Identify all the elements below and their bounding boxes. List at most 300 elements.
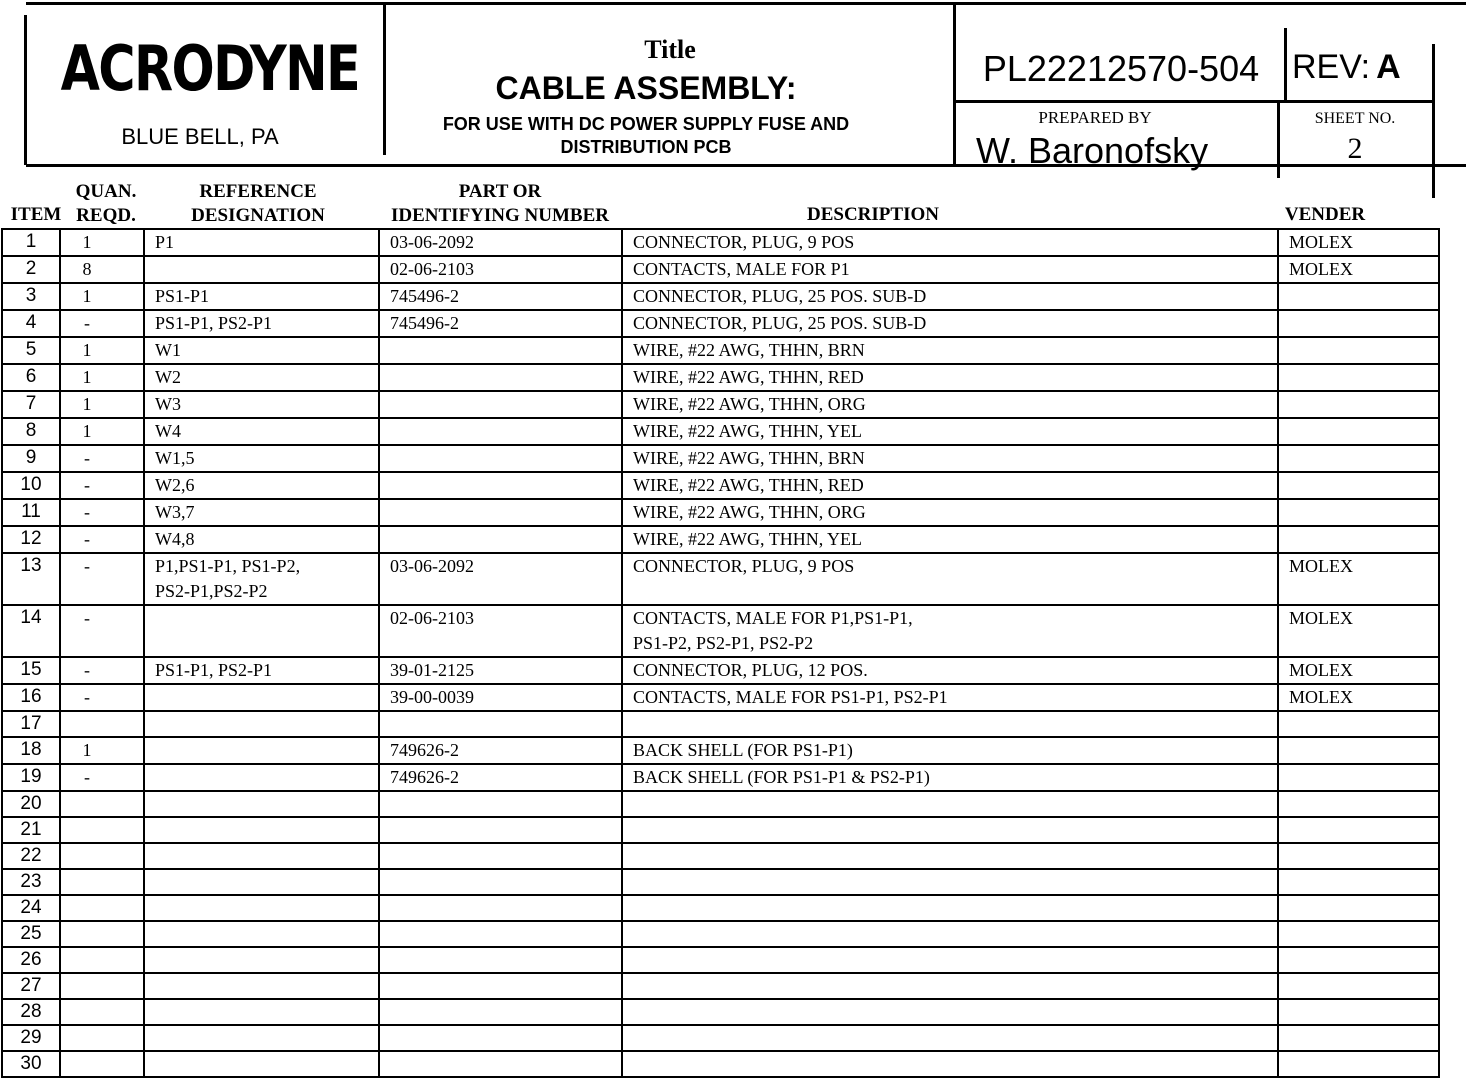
cell-text: -	[84, 313, 90, 333]
cell-text: 22	[20, 845, 42, 866]
cell-text: 03-06-2092	[390, 556, 474, 576]
table-row	[2, 684, 1439, 711]
rev-value: A	[1376, 48, 1401, 86]
cell-vender	[1278, 256, 1439, 283]
cell-vender	[1278, 921, 1439, 947]
cell-text: MOLEX	[1289, 608, 1353, 628]
cell-text: 9	[25, 447, 37, 468]
cell-item	[2, 973, 60, 999]
cell-text: 14	[20, 607, 42, 628]
cell-part-number	[379, 1025, 622, 1051]
table-row	[2, 283, 1439, 310]
cell-description	[622, 256, 1278, 283]
cell-item	[2, 256, 60, 283]
cell-text: 1	[82, 340, 92, 360]
cell-text: -	[84, 687, 90, 707]
cell-item	[2, 1051, 60, 1077]
cell-reference	[144, 256, 379, 283]
title-block-right-border	[1432, 44, 1435, 198]
cell-text: -	[84, 448, 90, 468]
table-row	[2, 499, 1439, 526]
col-header-part-line2: IDENTIFYING NUMBER	[391, 205, 609, 226]
cell-text: 749626-2	[390, 767, 459, 787]
cell-reference	[144, 337, 379, 364]
cell-quantity	[60, 605, 144, 657]
cell-text: 1	[82, 367, 92, 387]
cell-description	[622, 1025, 1278, 1051]
cell-text: 26	[20, 949, 42, 970]
cell-reference	[144, 921, 379, 947]
cell-reference	[144, 684, 379, 711]
cell-description	[622, 445, 1278, 472]
table-row	[2, 472, 1439, 499]
cell-text: MOLEX	[1289, 660, 1353, 680]
cell-part-number	[379, 791, 622, 817]
cell-description	[622, 553, 1278, 605]
cell-line: W4,8	[155, 529, 195, 549]
cell-text: 6	[25, 366, 37, 387]
cell-text: 8	[25, 420, 37, 441]
cell-quantity	[60, 737, 144, 764]
cell-vender	[1278, 895, 1439, 921]
cell-description	[622, 526, 1278, 553]
cell-quantity	[60, 947, 144, 973]
col-header-part-line1: PART OR	[458, 181, 542, 202]
cell-vender	[1278, 869, 1439, 895]
cell-vender	[1278, 999, 1439, 1025]
cell-quantity	[60, 391, 144, 418]
cell-text: 1	[82, 421, 92, 441]
cell-line: PS2-P1,PS2-P2	[155, 581, 268, 601]
cell-description	[622, 921, 1278, 947]
cell-reference	[144, 391, 379, 418]
cell-quantity	[60, 229, 144, 256]
cell-line: P1,PS1-P1, PS1-P2,	[155, 556, 301, 576]
cell-text: 17	[20, 713, 42, 734]
cell-line: W2	[155, 367, 181, 387]
cell-line: P1	[155, 232, 175, 252]
cell-part-number	[379, 229, 622, 256]
cell-vender	[1278, 283, 1439, 310]
table-row	[2, 711, 1439, 737]
cell-item	[2, 764, 60, 791]
cell-text: 5	[25, 339, 37, 360]
cell-quantity	[60, 526, 144, 553]
cell-text: -	[84, 556, 90, 576]
cell-item	[2, 895, 60, 921]
cell-item	[2, 526, 60, 553]
table-row	[2, 737, 1439, 764]
cell-vender	[1278, 310, 1439, 337]
cell-part-number	[379, 445, 622, 472]
cell-item	[2, 947, 60, 973]
cell-part-number	[379, 310, 622, 337]
cell-reference	[144, 499, 379, 526]
table-row	[2, 791, 1439, 817]
cell-part-number	[379, 711, 622, 737]
cell-reference	[144, 1025, 379, 1051]
cell-part-number	[379, 737, 622, 764]
cell-quantity	[60, 973, 144, 999]
cell-quantity	[60, 657, 144, 684]
table-row	[2, 605, 1439, 657]
company-location: BLUE BELL, PA	[121, 124, 279, 149]
cell-text: 1	[82, 740, 92, 760]
cell-text: -	[84, 529, 90, 549]
col-header-vender: VENDER	[1284, 204, 1366, 225]
cell-reference	[144, 999, 379, 1025]
cell-description	[622, 1051, 1278, 1077]
cell-description	[622, 337, 1278, 364]
cell-description	[622, 764, 1278, 791]
cell-item	[2, 737, 60, 764]
cell-text: 27	[20, 975, 42, 996]
table-row	[2, 869, 1439, 895]
cell-description	[622, 229, 1278, 256]
cell-text: MOLEX	[1289, 259, 1353, 279]
cell-vender	[1278, 843, 1439, 869]
cell-reference	[144, 283, 379, 310]
cell-item	[2, 605, 60, 657]
cell-item	[2, 283, 60, 310]
cell-line: PS1-P2, PS2-P1, PS2-P2	[633, 633, 814, 653]
cell-line: PS1-P1	[155, 286, 210, 306]
cell-vender	[1278, 472, 1439, 499]
cell-quantity	[60, 499, 144, 526]
cell-description	[622, 737, 1278, 764]
cell-line: CONNECTOR, PLUG, 9 POS	[633, 556, 855, 576]
cell-vender	[1278, 947, 1439, 973]
cell-part-number	[379, 256, 622, 283]
cell-quantity	[60, 1051, 144, 1077]
cell-reference	[144, 418, 379, 445]
col-header-description: DESCRIPTION	[807, 204, 939, 225]
cell-part-number	[379, 499, 622, 526]
cell-reference	[144, 1051, 379, 1077]
cell-text: 02-06-2103	[390, 259, 474, 279]
title-block-divider-title	[953, 5, 956, 167]
cell-item	[2, 310, 60, 337]
cell-line: WIRE, #22 AWG, THHN, RED	[633, 475, 864, 495]
cell-text: 1	[82, 286, 92, 306]
cell-quantity	[60, 553, 144, 605]
cell-part-number	[379, 418, 622, 445]
cell-line: CONTACTS, MALE FOR PS1-P1, PS2-P1	[633, 687, 948, 707]
table-row	[2, 1025, 1439, 1051]
cell-line: PS1-P1, PS2-P1	[155, 660, 273, 680]
cell-text: -	[84, 502, 90, 522]
cell-vender	[1278, 526, 1439, 553]
cell-vender	[1278, 657, 1439, 684]
cell-text: 15	[20, 659, 42, 680]
cell-text: 1	[82, 232, 92, 252]
cell-description	[622, 791, 1278, 817]
cell-text: 13	[20, 555, 42, 576]
cell-description	[622, 391, 1278, 418]
cell-quantity	[60, 337, 144, 364]
cell-text: -	[84, 475, 90, 495]
cell-quantity	[60, 817, 144, 843]
cell-quantity	[60, 310, 144, 337]
cell-item	[2, 791, 60, 817]
cell-quantity	[60, 684, 144, 711]
cell-reference	[144, 817, 379, 843]
cell-item	[2, 445, 60, 472]
cell-description	[622, 869, 1278, 895]
table-row	[2, 843, 1439, 869]
cell-part-number	[379, 869, 622, 895]
cell-vender	[1278, 445, 1439, 472]
cell-text: 03-06-2092	[390, 232, 474, 252]
table-row	[2, 973, 1439, 999]
cell-vender	[1278, 711, 1439, 737]
cell-line: CONNECTOR, PLUG, 9 POS	[633, 232, 855, 252]
cell-text: 11	[21, 501, 41, 522]
parts-list-body	[2, 229, 1439, 1077]
cell-item	[2, 553, 60, 605]
cell-part-number	[379, 1051, 622, 1077]
cell-description	[622, 711, 1278, 737]
cell-part-number	[379, 364, 622, 391]
cell-part-number	[379, 947, 622, 973]
cell-text: 18	[20, 739, 42, 760]
cell-text: -	[84, 767, 90, 787]
cell-part-number	[379, 973, 622, 999]
table-row	[2, 1051, 1439, 1077]
cell-text: 8	[82, 259, 92, 279]
cell-reference	[144, 310, 379, 337]
cell-reference	[144, 764, 379, 791]
cell-description	[622, 973, 1278, 999]
title-block-left-border	[24, 15, 27, 165]
cell-item	[2, 499, 60, 526]
part-number: PL22212570-504	[982, 48, 1260, 89]
company-logo: ACRODYNE	[60, 32, 360, 105]
table-row	[2, 764, 1439, 791]
revision	[1292, 48, 1432, 87]
cell-line: W1,5	[155, 448, 195, 468]
cell-text: 1	[82, 394, 92, 414]
cell-vender	[1278, 973, 1439, 999]
table-row	[2, 229, 1439, 256]
cell-part-number	[379, 657, 622, 684]
col-header-ref-line2: DESIGNATION	[191, 205, 325, 226]
cell-vender	[1278, 418, 1439, 445]
cell-text: MOLEX	[1289, 687, 1353, 707]
prepared-by-label: PREPARED BY	[1038, 108, 1152, 127]
cell-description	[622, 283, 1278, 310]
cell-quantity	[60, 256, 144, 283]
cell-vender	[1278, 337, 1439, 364]
cell-part-number	[379, 999, 622, 1025]
cell-text: MOLEX	[1289, 232, 1353, 252]
cell-line: CONTACTS, MALE FOR P1	[633, 259, 850, 279]
cell-line: CONNECTOR, PLUG, 12 POS.	[633, 660, 868, 680]
title-block-divider-sheet	[1277, 102, 1280, 178]
cell-vender	[1278, 684, 1439, 711]
cell-reference	[144, 843, 379, 869]
cell-text: 10	[20, 474, 42, 495]
cell-quantity	[60, 472, 144, 499]
cell-item	[2, 869, 60, 895]
table-row	[2, 337, 1439, 364]
cell-item	[2, 817, 60, 843]
cell-text: MOLEX	[1289, 556, 1353, 576]
col-header-part	[375, 180, 625, 228]
cell-vender	[1278, 1025, 1439, 1051]
col-header-qty-line1: QUAN.	[75, 181, 137, 202]
cell-vender	[1278, 1051, 1439, 1077]
cell-reference	[144, 711, 379, 737]
cell-quantity	[60, 869, 144, 895]
cell-reference	[144, 657, 379, 684]
cell-item	[2, 337, 60, 364]
table-row	[2, 657, 1439, 684]
cell-item	[2, 1025, 60, 1051]
cell-line: W1	[155, 340, 181, 360]
table-row	[2, 526, 1439, 553]
cell-text: 25	[20, 923, 42, 944]
cell-text: 30	[20, 1053, 42, 1074]
cell-part-number	[379, 283, 622, 310]
cell-description	[622, 947, 1278, 973]
cell-text: 749626-2	[390, 740, 459, 760]
cell-part-number	[379, 764, 622, 791]
table-row	[2, 418, 1439, 445]
table-row	[2, 364, 1439, 391]
cell-line: BACK SHELL (FOR PS1-P1)	[633, 740, 853, 760]
title-label: Title	[644, 35, 696, 64]
table-row	[2, 391, 1439, 418]
parts-list-table	[1, 228, 1440, 1078]
title-block-divider-rev	[1284, 28, 1287, 102]
cell-line: CONNECTOR, PLUG, 25 POS. SUB-D	[633, 313, 927, 333]
cell-line: WIRE, #22 AWG, THHN, BRN	[633, 448, 865, 468]
cell-text: 12	[20, 528, 42, 549]
cell-line: W2,6	[155, 475, 195, 495]
cell-text: -	[84, 660, 90, 680]
cell-quantity	[60, 843, 144, 869]
cell-quantity	[60, 445, 144, 472]
cell-line: WIRE, #22 AWG, THHN, RED	[633, 367, 864, 387]
cell-part-number	[379, 337, 622, 364]
cell-line: WIRE, #22 AWG, THHN, YEL	[633, 421, 863, 441]
col-header-ref-line1: REFERENCE	[199, 181, 317, 202]
cell-description	[622, 499, 1278, 526]
cell-text: 1	[25, 231, 37, 252]
document-subtitle	[386, 113, 906, 159]
cell-quantity	[60, 418, 144, 445]
cell-reference	[144, 791, 379, 817]
cell-text: 4	[25, 312, 37, 333]
cell-item	[2, 657, 60, 684]
cell-text: 28	[20, 1001, 42, 1022]
cell-item	[2, 999, 60, 1025]
prepared-by-name: W. Baronofsky	[976, 130, 1209, 171]
cell-reference	[144, 553, 379, 605]
cell-line: CONTACTS, MALE FOR P1,PS1-P1,	[633, 608, 913, 628]
cell-reference	[144, 445, 379, 472]
cell-item	[2, 711, 60, 737]
table-row	[2, 999, 1439, 1025]
cell-part-number	[379, 843, 622, 869]
title-block-partno-underline	[955, 100, 1435, 103]
sheet-number: 2	[1347, 132, 1363, 165]
cell-description	[622, 817, 1278, 843]
cell-vender	[1278, 764, 1439, 791]
cell-part-number	[379, 921, 622, 947]
cell-description	[622, 657, 1278, 684]
cell-part-number	[379, 605, 622, 657]
cell-description	[622, 684, 1278, 711]
cell-vender	[1278, 817, 1439, 843]
cell-text: -	[84, 608, 90, 628]
cell-part-number	[379, 391, 622, 418]
col-header-reference	[168, 180, 348, 228]
cell-reference	[144, 737, 379, 764]
cell-line: PS1-P1, PS2-P1	[155, 313, 273, 333]
cell-text: 29	[20, 1027, 42, 1048]
cell-line: WIRE, #22 AWG, THHN, ORG	[633, 502, 866, 522]
cell-description	[622, 472, 1278, 499]
cell-description	[622, 843, 1278, 869]
cell-text: 7	[25, 393, 37, 414]
cell-text: 02-06-2103	[390, 608, 474, 628]
cell-quantity	[60, 895, 144, 921]
table-row	[2, 921, 1439, 947]
cell-quantity	[60, 999, 144, 1025]
cell-part-number	[379, 526, 622, 553]
cell-part-number	[379, 817, 622, 843]
cell-quantity	[60, 764, 144, 791]
cell-quantity	[60, 364, 144, 391]
cell-text: 21	[20, 819, 42, 840]
cell-reference	[144, 869, 379, 895]
cell-text: 23	[20, 871, 42, 892]
cell-text: 2	[25, 258, 37, 279]
cell-vender	[1278, 364, 1439, 391]
cell-quantity	[60, 791, 144, 817]
cell-vender	[1278, 791, 1439, 817]
cell-text: 745496-2	[390, 313, 459, 333]
cell-text: 39-01-2125	[390, 660, 474, 680]
table-row	[2, 817, 1439, 843]
cell-text: 24	[20, 897, 42, 918]
cell-reference	[144, 605, 379, 657]
table-row	[2, 256, 1439, 283]
cell-item	[2, 229, 60, 256]
cell-line: W3	[155, 394, 181, 414]
cell-item	[2, 472, 60, 499]
cell-vender	[1278, 391, 1439, 418]
table-row	[2, 310, 1439, 337]
cell-line: W3,7	[155, 502, 195, 522]
cell-line: W4	[155, 421, 181, 441]
cell-line: WIRE, #22 AWG, THHN, BRN	[633, 340, 865, 360]
cell-vender	[1278, 553, 1439, 605]
cell-item	[2, 418, 60, 445]
cell-quantity	[60, 711, 144, 737]
col-header-item: ITEM	[10, 204, 62, 225]
cell-vender	[1278, 499, 1439, 526]
cell-description	[622, 605, 1278, 657]
document-title: CABLE ASSEMBLY:	[495, 70, 797, 106]
cell-quantity	[60, 921, 144, 947]
cell-part-number	[379, 895, 622, 921]
cell-reference	[144, 472, 379, 499]
cell-description	[622, 310, 1278, 337]
cell-text: 16	[20, 686, 42, 707]
